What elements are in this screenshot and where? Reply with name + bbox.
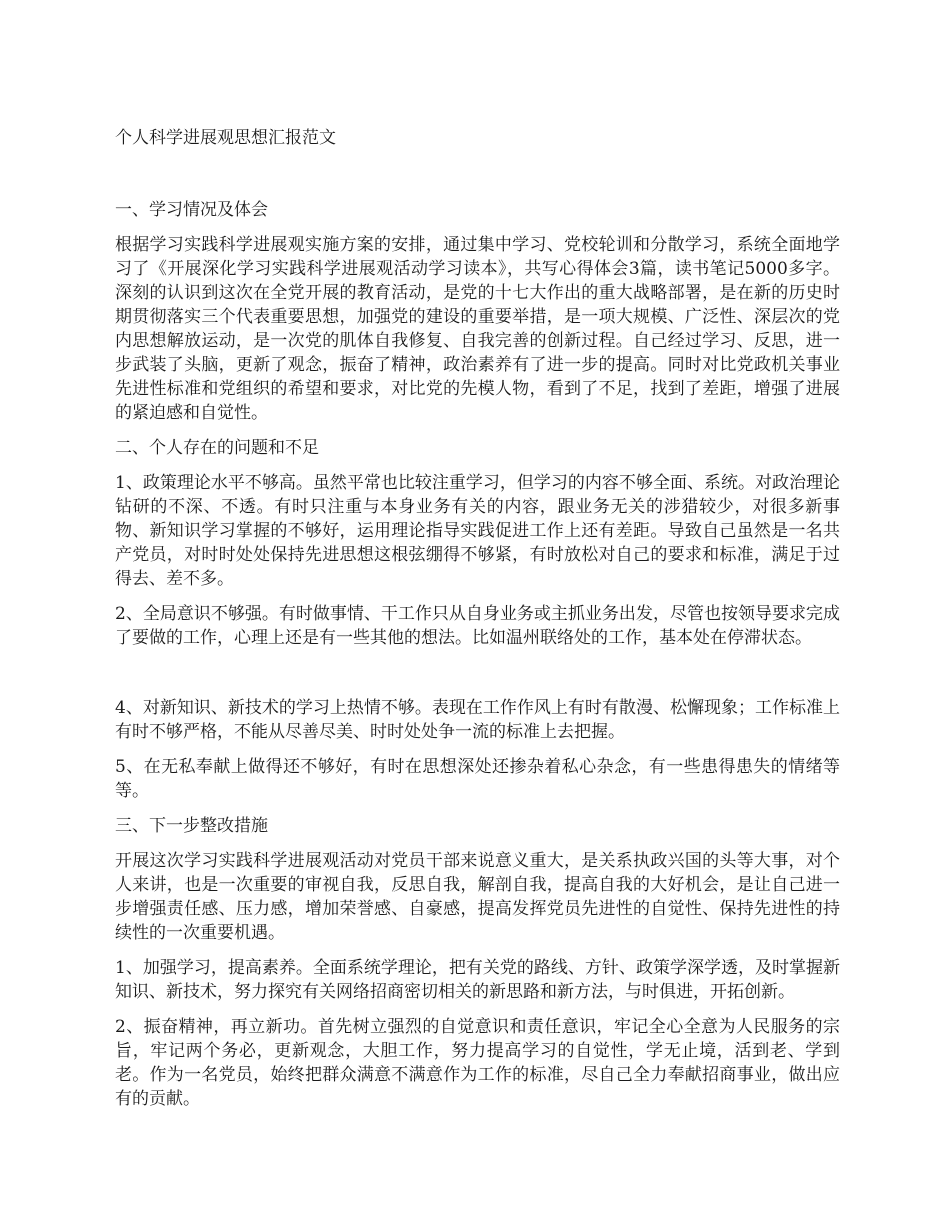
paragraph-study-summary: 根据学习实践科学进展观实施方案的安排，通过集中学习、党校轮训和分散学习，系统全面地学习了《开展深化学习实践科学进展观活动学习读本》，共写心得体会3篇，读书笔记5000多字。深刻的认识到这次在全党开展的教育活动，是党的十七大作出的重大战略部署，是在新的历史时期贯彻落实三个代表重要思想，加强党的建设的重要举措，是一项大规模、广泛性、深层次的党内思想解放运动，是一次党的肌体自我修复、自我完善的创新过程。自己经过学习、反思，进一步武装了头脑，更新了观念，振奋了精神，政治素养有了进一步的提高。同时对比党政机关事业先进性标准和党组织的希望和要求，对比党的先模人物，看到了不足，找到了差距，增强了进展的紧迫感和自觉性。 bbox=[115, 235, 840, 423]
paragraph-measure-spirit: 2、振奋精神，再立新功。首先树立强烈的自觉意识和责任意识，牢记全心全意为人民服务的宗旨，牢记两个务必，更新观念，大胆工作，努力提高学习的自觉性，学无止境，活到老、学到老。作为一名党员，始终把群众满意不满意作为工作的标准，尽自己全力奉献招商事业，做出应有的贡献。 bbox=[115, 1017, 840, 1109]
paragraph-problem-overall: 2、全局意识不够强。有时做事情、干工作只从自身业务或主抓业务出发，尽管也按领导要求完成了要做的工作，心理上还是有一些其他的想法。比如温州联络处的工作，基本处在停滞状态。 bbox=[115, 604, 840, 648]
section-heading-study: 一、学习情况及体会 bbox=[115, 200, 268, 220]
section-heading-problems: 二、个人存在的问题和不足 bbox=[115, 438, 319, 458]
section-heading-measures: 三、下一步整改措施 bbox=[115, 816, 268, 836]
blank-gap bbox=[115, 661, 840, 696]
document-body bbox=[115, 198, 840, 1122]
paragraph-measure-study: 1、加强学习，提高素养。全面系统学理论，把有关党的路线、方针、政策学深学透，及时掌握新知识、新技术，努力探究有关网络招商密切相关的新思路和新方法，与时俱进，开拓创新。 bbox=[115, 958, 840, 1002]
paragraph-measures-intro: 开展这次学习实践科学进展观活动对党员干部来说意义重大，是关系执政兴国的头等大事，对个人来讲，也是一次重要的审视自我，反思自我，解剖自我，提高自我的大好机会，是让自己进一步增强责任感、压力感，增加荣誉感、自豪感，提高发挥党员先进性的自觉性、保持先进性的持续性的一次重要机遇。 bbox=[115, 851, 840, 943]
paragraph-problem-dedication: 5、在无私奉献上做得还不够好，有时在思想深处还掺杂着私心杂念，有一些患得患失的情绪等等。 bbox=[115, 757, 840, 801]
paragraph-problem-learning: 4、对新知识、新技术的学习上热情不够。表现在工作作风上有时有散漫、松懈现象；工作标准上有时不够严格，不能从尽善尽美、时时处处争一流的标准上去把握。 bbox=[115, 698, 840, 742]
document-title: 个人科学进展观思想汇报范文 bbox=[115, 128, 336, 148]
paragraph-problem-theory: 1、政策理论水平不够高。虽然平常也比较注重学习，但学习的内容不够全面、系统。对政治理论钻研的不深、不透。有时只注重与本身业务有关的内容，跟业务无关的涉猎较少，对很多新事物、新知识学习掌握的不够好，运用理论指导实践促进工作上还有差距。导致自己虽然是一名共产党员，对时时处处保持先进思想这根弦绷得不够紧，有时放松对自己的要求和标准，满足于过得去、差不多。 bbox=[115, 473, 840, 589]
